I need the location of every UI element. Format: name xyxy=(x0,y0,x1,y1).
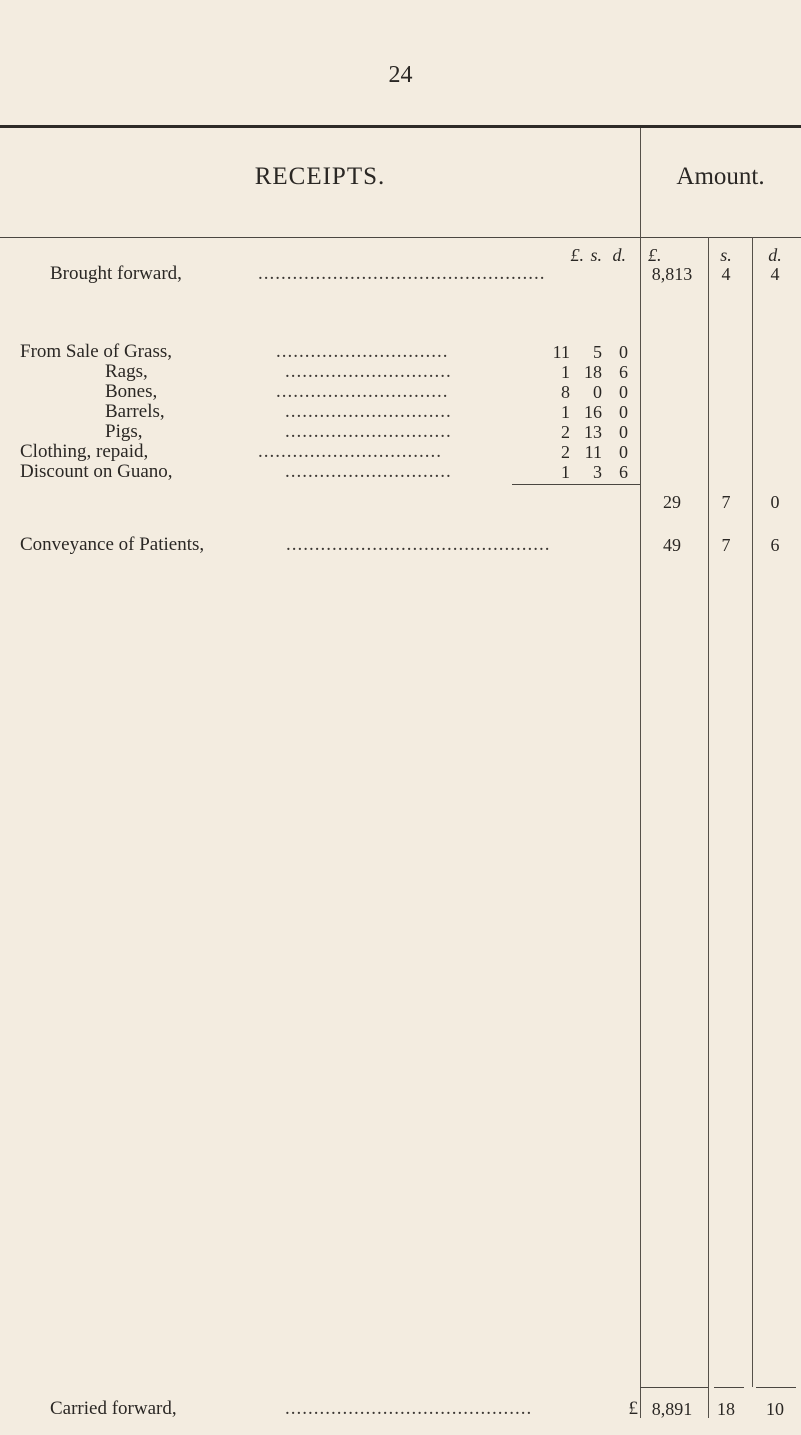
sale-label-clothing: Clothing, repaid, xyxy=(20,441,149,462)
sale-shillings: 5 xyxy=(593,342,602,362)
dot-leader: ................................ xyxy=(258,441,442,462)
sale-pounds: 1 xyxy=(561,362,570,382)
sale-pounds: 2 xyxy=(561,442,570,462)
sale-pence: 0 xyxy=(619,442,628,462)
amount-shilling-unit: s. xyxy=(720,245,732,265)
conveyance-pence: 6 xyxy=(770,535,780,555)
inner-pence-unit: d. xyxy=(612,245,626,265)
total-rule-pounds xyxy=(640,1387,708,1388)
sale-pence: 0 xyxy=(619,402,628,422)
amount-column-rule xyxy=(640,128,641,1418)
conveyance-shillings: 7 xyxy=(721,535,731,555)
sale-shillings: 16 xyxy=(584,402,602,422)
conveyance-label: Conveyance of Patients, xyxy=(20,534,205,555)
dot-leader: .................................................. xyxy=(258,263,546,284)
sale-label-guano: Discount on Guano, xyxy=(20,461,173,482)
sale-label-grass: From Sale of Grass, xyxy=(20,341,172,362)
sale-label-rags: Rags, xyxy=(105,361,148,382)
brought-forward-shillings: 4 xyxy=(721,264,731,284)
sale-label-pigs: Pigs, xyxy=(105,421,143,442)
sale-pence: 0 xyxy=(619,422,628,442)
amount-heading: Amount. xyxy=(676,163,765,190)
sales-total-shillings: 7 xyxy=(721,492,731,512)
sale-pounds: 1 xyxy=(561,402,570,422)
brought-forward-pounds: 8,813 xyxy=(651,264,693,284)
sale-shillings: 0 xyxy=(593,382,602,402)
sales-total-pounds: 29 xyxy=(663,492,681,512)
brought-forward-pence: 4 xyxy=(770,264,780,284)
dot-leader: ............................. xyxy=(285,461,452,482)
sales-total-pence: 0 xyxy=(770,492,780,512)
dot-leader: ............................. xyxy=(285,361,452,382)
header-rule xyxy=(0,237,801,238)
sale-shillings: 18 xyxy=(584,362,602,382)
pence-column-rule xyxy=(752,237,753,1387)
carried-forward-label: Carried forward, xyxy=(50,1398,177,1419)
dot-leader: .............................................. xyxy=(286,534,551,555)
sale-pence: 0 xyxy=(619,382,628,402)
dot-leader: ............................. xyxy=(285,421,452,442)
top-rule xyxy=(0,125,801,128)
shilling-column-rule xyxy=(708,237,709,1418)
dot-leader: .............................. xyxy=(276,341,449,362)
sale-shillings: 13 xyxy=(584,422,602,442)
amount-pence-unit: d. xyxy=(768,245,782,265)
inner-pound-unit: £. xyxy=(570,245,584,265)
sale-pounds: 8 xyxy=(561,382,570,402)
subtotal-rule xyxy=(512,484,640,485)
carried-forward-pounds: 8,891 xyxy=(651,1399,693,1419)
total-rule-pence xyxy=(756,1387,796,1388)
receipts-heading: RECEIPTS. xyxy=(254,163,386,190)
dot-leader: .............................. xyxy=(276,381,449,402)
brought-forward-label: Brought forward, xyxy=(50,263,182,284)
total-rule-shillings xyxy=(714,1387,744,1388)
amount-pound-unit: £. xyxy=(648,245,662,265)
sale-pence: 6 xyxy=(619,462,628,482)
sale-label-bones: Bones, xyxy=(105,381,158,402)
carried-forward-shillings: 18 xyxy=(717,1399,735,1419)
sale-shillings: 3 xyxy=(593,462,602,482)
carried-forward-currency: £ xyxy=(628,1398,638,1419)
sale-label-barrels: Barrels, xyxy=(105,401,165,422)
conveyance-pounds: 49 xyxy=(663,535,681,555)
dot-leader: ........................................... xyxy=(285,1398,533,1419)
sale-shillings: 11 xyxy=(584,442,602,462)
carried-forward-pence: 10 xyxy=(766,1399,784,1419)
page-number: 24 xyxy=(388,62,413,88)
sale-pence: 0 xyxy=(619,342,628,362)
dot-leader: ............................. xyxy=(285,401,452,422)
sale-pounds: 1 xyxy=(561,462,570,482)
sale-pounds: 11 xyxy=(552,342,570,362)
sale-pounds: 2 xyxy=(561,422,570,442)
sale-pence: 6 xyxy=(619,362,628,382)
inner-shilling-unit: s. xyxy=(590,245,602,265)
